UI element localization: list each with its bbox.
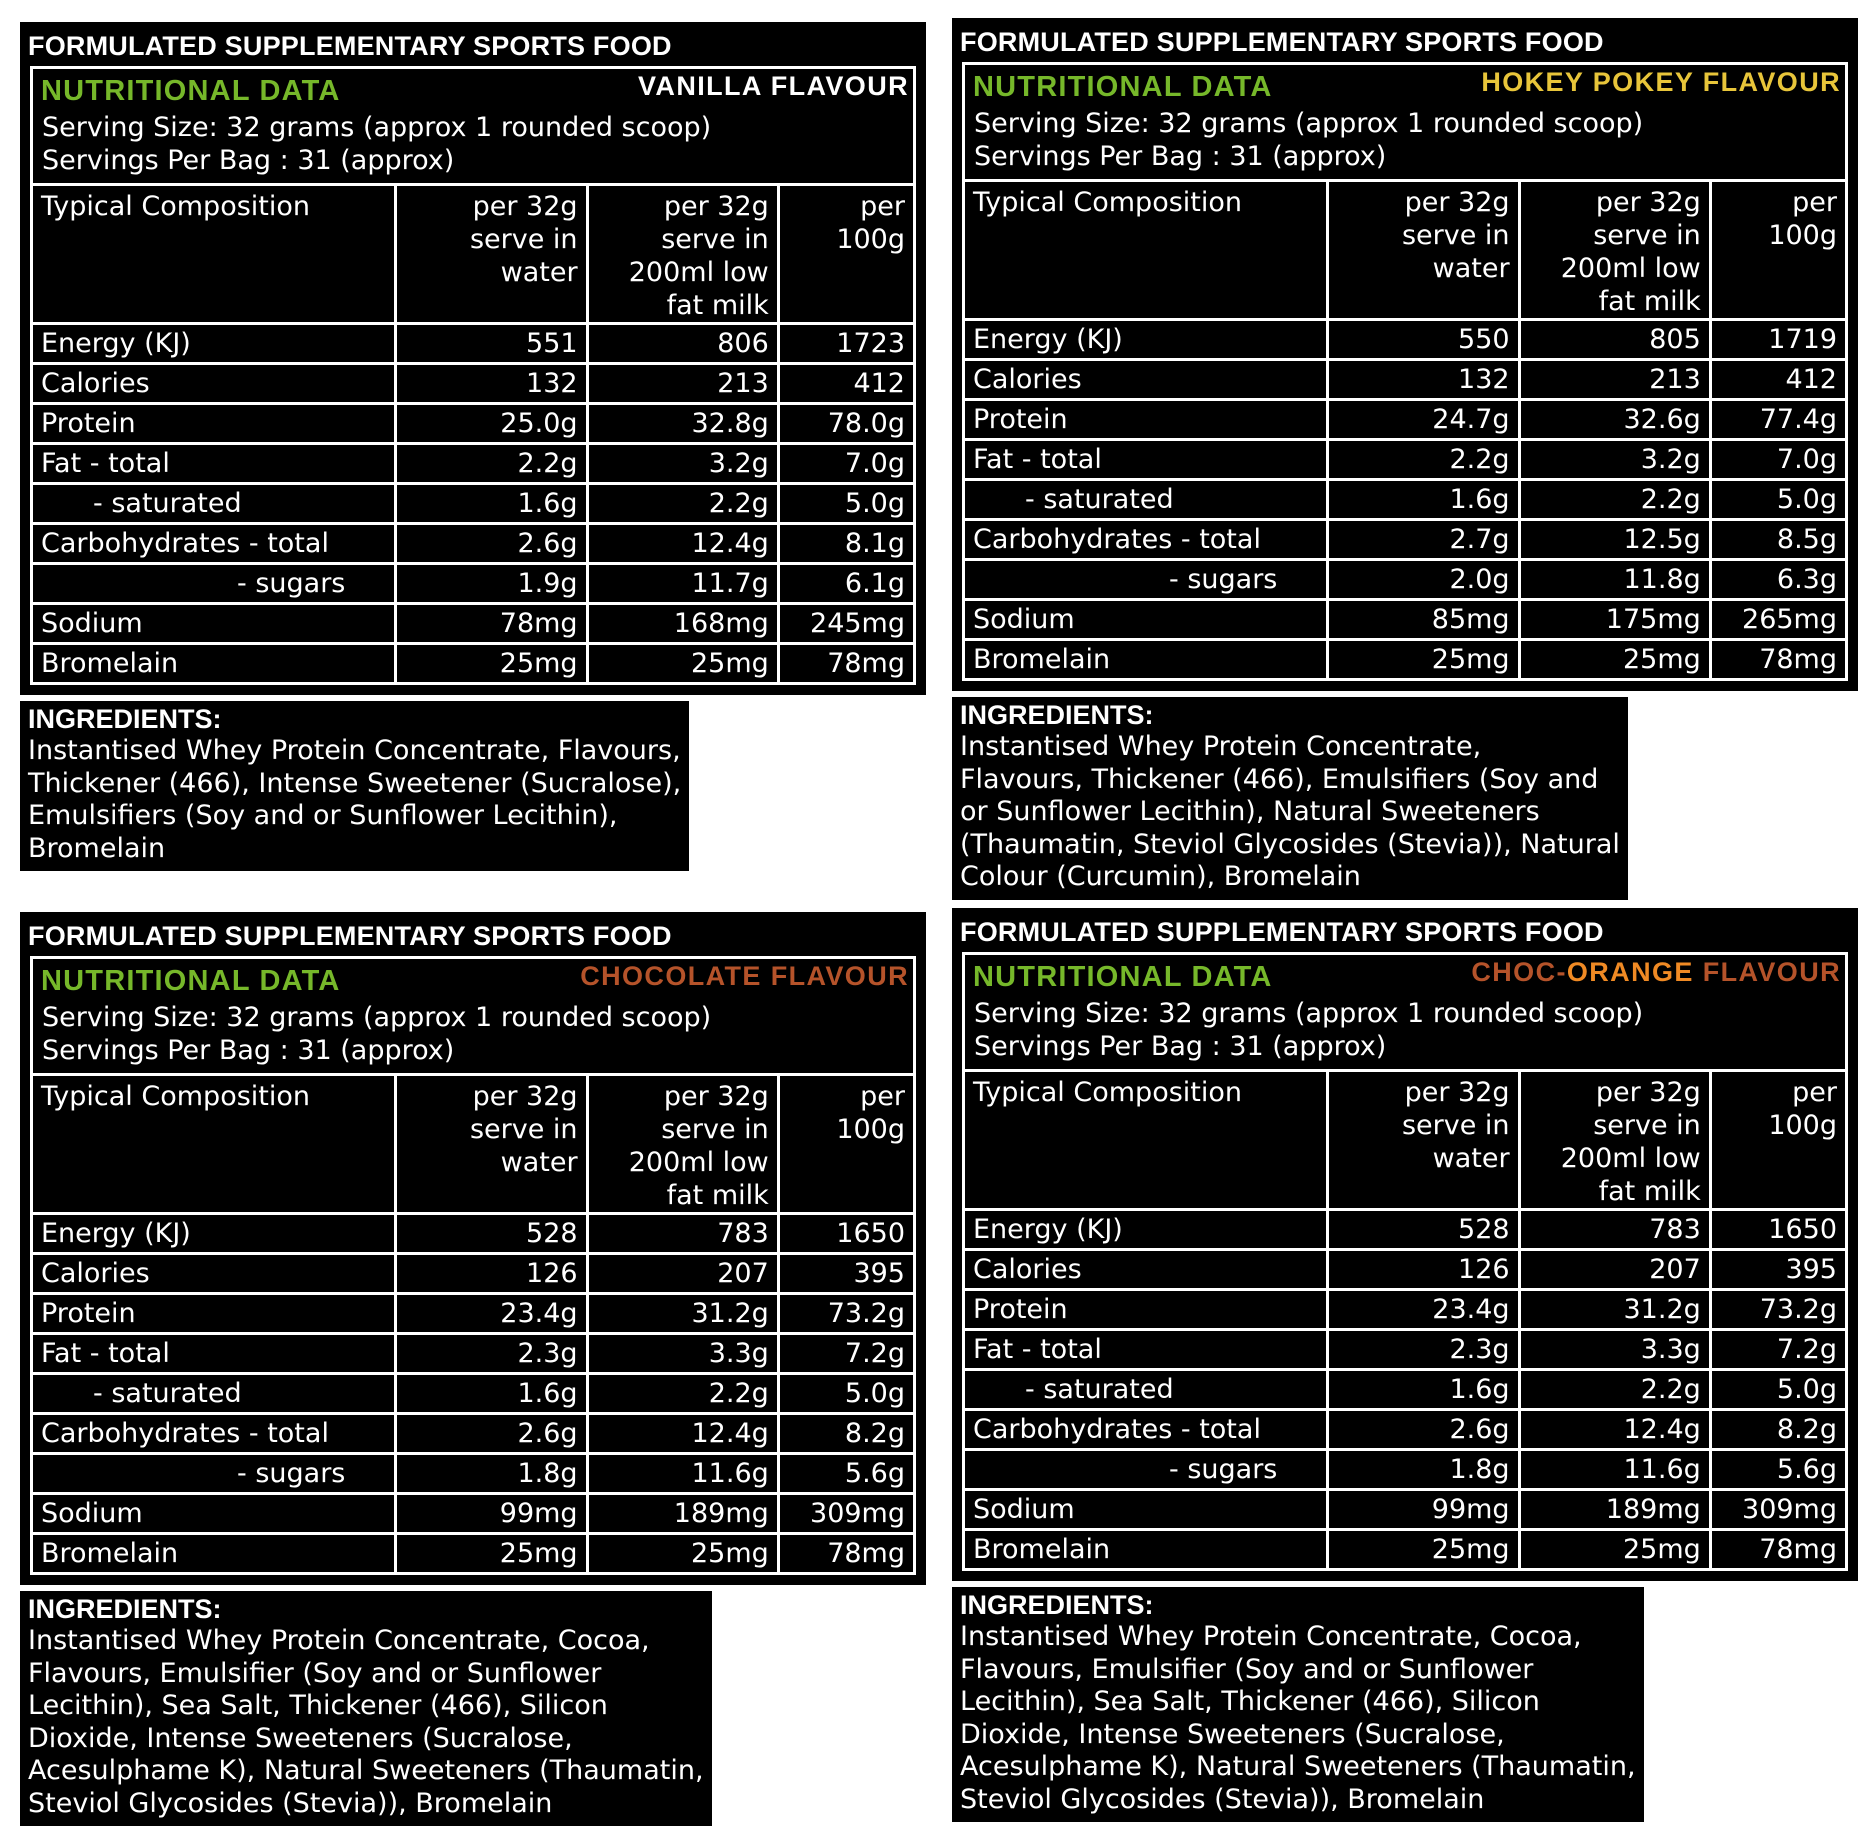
nutrient-value: 2.3g [396,1334,587,1374]
nutrient-value: 23.4g [1328,1290,1519,1330]
nutrient-value: 78mg [778,1534,913,1573]
nutrient-value: 3.3g [1519,1330,1710,1370]
nutrient-value: 7.2g [1710,1330,1845,1370]
nutrient-value: 2.0g [1328,560,1519,600]
serving-size: Serving Size: 32 grams (approx 1 rounded scoop) [974,998,1644,1029]
nutrient-value: 189mg [1519,1490,1710,1530]
nutrient-value: 11.7g [587,564,778,604]
table-row [33,1454,913,1494]
ingredients-line: Steviol Glycosides (Stevia)), Bromelain [28,1787,553,1819]
nutrient-value: 8.2g [778,1414,913,1454]
table-row [33,484,913,524]
nutritional-data-title: NUTRITIONAL DATA [41,75,341,107]
nutrient-label: Bromelain [33,1534,396,1573]
nutrient-value: 8.1g [778,524,913,564]
nutrient-value: 5.6g [1710,1450,1845,1490]
nutrient-label: Sodium [33,1494,396,1534]
table-header-row [33,186,913,324]
ingredients-line: Dioxide, Intense Sweeteners (Sucralose, [28,1722,573,1754]
nutrient-value: 31.2g [1519,1290,1710,1330]
table-row [965,1450,1845,1490]
table-row [965,1530,1845,1569]
nutrient-value: 2.7g [1328,520,1519,560]
nutrition-data-header [33,69,913,186]
column-header: per 32g serve in 200ml low fat milk [587,186,778,324]
nutrient-value: 2.6g [396,1414,587,1454]
nutrient-value: 309mg [778,1494,913,1534]
nutrient-label: Energy (KJ) [965,1210,1328,1250]
nutrient-label: Calories [33,1254,396,1294]
flavour-name-part: CHOC- [1471,957,1567,987]
nutrient-value: 1.6g [396,1374,587,1414]
nutrient-value: 78mg [778,644,913,683]
nutrient-value: 1.6g [1328,1370,1519,1410]
nutrient-value: 550 [1328,320,1519,360]
ingredients-line: Flavours, Emulsifier (Soy and or Sunflower [960,1653,1534,1685]
table-row [33,444,913,484]
nutrient-value: 11.8g [1519,560,1710,600]
table-row [965,560,1845,600]
servings-per-bag: Servings Per Bag : 31 (approx) [42,145,455,176]
nutrition-data-box [962,952,1848,1571]
nutrition-data-box [962,62,1848,681]
flavour-name-part: ORANGE [1566,957,1694,987]
ingredients-title: INGREDIENTS: [28,1594,222,1624]
column-header: per 100g [778,186,913,324]
ingredients-line: Acesulphame K), Natural Sweeteners (Thaumatin, [960,1751,1636,1782]
nutrient-value: 6.3g [1710,560,1845,600]
nutrient-value: 2.2g [587,484,778,524]
nutrient-label: Sodium [965,600,1328,640]
nutrient-value: 73.2g [1710,1290,1845,1330]
nutrient-value: 7.2g [778,1334,913,1374]
table-row [965,600,1845,640]
nutrient-label: Carbohydrates - total [33,1414,396,1454]
nutrient-label: Energy (KJ) [33,1214,396,1254]
nutrient-value: 783 [1519,1210,1710,1250]
nutrient-value: 12.4g [587,524,778,564]
servings-per-bag: Servings Per Bag : 31 (approx) [974,141,1387,172]
table-row [33,564,913,604]
column-header: per 100g [1710,1072,1845,1210]
nutrient-value: 78mg [1710,640,1845,679]
nutrient-value: 99mg [396,1494,587,1534]
nutrient-label: Energy (KJ) [965,320,1328,360]
nutrient-label: Bromelain [965,640,1328,679]
nutrient-value: 126 [396,1254,587,1294]
nutritional-data-title: NUTRITIONAL DATA [41,965,341,997]
table-row [33,1294,913,1334]
nutrient-value: 32.6g [1519,400,1710,440]
nutrient-value: 25mg [1519,640,1710,679]
product-category-title: FORMULATED SUPPLEMENTARY SPORTS FOOD [960,27,1604,57]
nutrient-value: 78mg [396,604,587,644]
nutrient-value: 2.6g [1328,1410,1519,1450]
nutrient-value: 25mg [587,644,778,683]
ingredients-line: (Thaumatin, Steviol Glycosides (Stevia)), Natural [960,828,1620,860]
nutrient-value: 11.6g [587,1454,778,1494]
nutrient-value: 551 [396,324,587,364]
nutrition-table [965,1072,1845,1568]
nutrition-data-box [30,956,916,1575]
nutrient-label: Carbohydrates - total [965,520,1328,560]
serving-size: Serving Size: 32 grams (approx 1 rounded scoop) [42,112,712,143]
nutrient-value: 5.0g [778,1374,913,1414]
table-header-row [965,1072,1845,1210]
nutrient-value: 2.6g [396,524,587,564]
ingredients-box [20,701,689,871]
nutrient-value: 6.1g [778,564,913,604]
nutrition-table [33,1076,913,1572]
nutrient-value: 3.3g [587,1334,778,1374]
nutrient-label: Protein [965,1290,1328,1330]
serving-size: Serving Size: 32 grams (approx 1 rounded scoop) [42,1002,712,1033]
table-row [33,644,913,683]
nutrient-label: Fat - total [965,440,1328,480]
ingredients-line: Lecithin), Sea Salt, Thickener (466), Silicon [28,1690,608,1721]
nutrient-value: 78mg [1710,1530,1845,1569]
nutrient-value: 25mg [1328,640,1519,679]
nutrient-label: Protein [965,400,1328,440]
nutrient-value: 77.4g [1710,400,1845,440]
nutrient-value: 2.2g [1328,440,1519,480]
nutrient-value: 309mg [1710,1490,1845,1530]
nutrient-value: 1650 [778,1214,913,1254]
column-header: Typical Composition [33,186,396,324]
flavour-name [1481,67,1841,98]
nutrient-label: Fat - total [965,1330,1328,1370]
nutrient-value: 24.7g [1328,400,1519,440]
nutrient-value: 213 [587,364,778,404]
nutrient-value: 5.0g [1710,480,1845,520]
column-header: per 32g serve in 200ml low fat milk [1519,182,1710,320]
table-header-row [965,182,1845,320]
ingredients-line: Instantised Whey Protein Concentrate, [960,731,1482,762]
nutrient-value: 806 [587,324,778,364]
ingredients-line: Dioxide, Intense Sweeteners (Sucralose, [960,1718,1505,1750]
nutrient-label: Calories [965,360,1328,400]
nutrition-table [33,186,913,682]
nutrient-label: Energy (KJ) [33,324,396,364]
nutrient-value: 23.4g [396,1294,587,1334]
nutrient-value: 213 [1519,360,1710,400]
nutrition-data-header [965,955,1845,1072]
nutrient-label: - saturated [33,484,396,524]
nutrition-data-header [965,65,1845,182]
column-header: Typical Composition [965,1072,1328,1210]
nutrient-value: 1.6g [396,484,587,524]
nutrient-label: Carbohydrates - total [965,1410,1328,1450]
nutrient-value: 25mg [396,1534,587,1573]
table-header-row [33,1076,913,1214]
table-row [33,1494,913,1534]
ingredients-box [952,1587,1644,1822]
table-row [965,440,1845,480]
nutrient-value: 99mg [1328,1490,1519,1530]
nutrient-value: 265mg [1710,600,1845,640]
nutrient-label: Sodium [965,1490,1328,1530]
table-row [33,1534,913,1573]
column-header: per 32g serve in water [396,1076,587,1214]
column-header: per 32g serve in water [1328,1072,1519,1210]
nutrition-panel-vanilla [20,22,926,871]
table-row [33,1334,913,1374]
nutrient-value: 12.5g [1519,520,1710,560]
ingredients-title: INGREDIENTS: [28,704,222,734]
nutrient-value: 3.2g [1519,440,1710,480]
serving-size: Serving Size: 32 grams (approx 1 rounded scoop) [974,108,1644,139]
table-row [965,1410,1845,1450]
nutrient-value: 412 [778,364,913,404]
ingredients-line: Emulsifiers (Soy and or Sunflower Lecithin), [28,800,618,831]
nutrient-value: 32.8g [587,404,778,444]
nutritional-data-title: NUTRITIONAL DATA [973,71,1273,103]
nutrient-value: 5.0g [1710,1370,1845,1410]
ingredients-line: Acesulphame K), Natural Sweeteners (Thaumatin, [28,1755,704,1786]
table-row [965,480,1845,520]
product-category-title: FORMULATED SUPPLEMENTARY SPORTS FOOD [28,31,672,61]
nutrient-value: 31.2g [587,1294,778,1334]
nutrient-value: 207 [1519,1250,1710,1290]
nutrient-value: 1.9g [396,564,587,604]
table-row [965,1330,1845,1370]
ingredients-line: Colour (Curcumin), Bromelain [960,861,1361,892]
nutrition-label [952,18,1858,691]
nutrient-value: 73.2g [778,1294,913,1334]
nutrient-value: 78.0g [778,404,913,444]
nutrient-label: - sugars [965,560,1328,600]
nutrient-value: 7.0g [778,444,913,484]
nutrient-value: 132 [396,364,587,404]
nutrient-value: 2.2g [587,1374,778,1414]
table-row [965,1370,1845,1410]
nutrition-data-box [30,66,916,685]
nutrient-label: Bromelain [965,1530,1328,1569]
nutrient-value: 1.8g [1328,1450,1519,1490]
table-row [965,520,1845,560]
nutrient-value: 12.4g [1519,1410,1710,1450]
table-row [965,400,1845,440]
product-category-title: FORMULATED SUPPLEMENTARY SPORTS FOOD [28,921,672,951]
ingredients-line: Instantised Whey Protein Concentrate, Cocoa, [28,1625,650,1656]
nutrition-panel-choc-orange [952,908,1858,1822]
table-row [33,324,913,364]
nutrition-label [20,912,926,1585]
table-row [965,1490,1845,1530]
nutrient-value: 207 [587,1254,778,1294]
ingredients-line: Flavours, Emulsifier (Soy and or Sunflower [28,1657,602,1689]
column-header: per 32g serve in 200ml low fat milk [1519,1072,1710,1210]
nutrient-label: Bromelain [33,644,396,683]
nutrient-value: 2.3g [1328,1330,1519,1370]
nutrient-label: - saturated [33,1374,396,1414]
table-row [33,364,913,404]
nutrient-value: 2.2g [396,444,587,484]
nutrient-value: 8.5g [1710,520,1845,560]
nutrient-value: 11.6g [1519,1450,1710,1490]
ingredients-line: Thickener (466), Intense Sweetener (Sucralose), [28,767,682,799]
nutrient-value: 412 [1710,360,1845,400]
servings-per-bag: Servings Per Bag : 31 (approx) [42,1035,455,1066]
flavour-name-part: FLAVOUR [1693,957,1841,987]
product-category-title: FORMULATED SUPPLEMENTARY SPORTS FOOD [960,917,1604,947]
nutrient-value: 1.8g [396,1454,587,1494]
column-header: per 32g serve in 200ml low fat milk [587,1076,778,1214]
nutrition-data-header [33,959,913,1076]
nutrient-value: 85mg [1328,600,1519,640]
flavour-name [580,961,909,992]
table-row [33,1414,913,1454]
flavour-name [1471,957,1841,988]
nutrient-value: 25mg [1519,1530,1710,1569]
nutrient-label: Carbohydrates - total [33,524,396,564]
nutrient-value: 805 [1519,320,1710,360]
column-header: per 32g serve in water [396,186,587,324]
nutrient-value: 395 [778,1254,913,1294]
nutrient-value: 783 [587,1214,778,1254]
table-row [965,320,1845,360]
table-row [965,360,1845,400]
table-row [33,404,913,444]
nutrient-value: 12.4g [587,1414,778,1454]
nutrient-value: 395 [1710,1250,1845,1290]
nutrient-value: 5.6g [778,1454,913,1494]
nutrient-label: Sodium [33,604,396,644]
nutritional-data-title: NUTRITIONAL DATA [973,961,1273,993]
nutrient-value: 8.2g [1710,1410,1845,1450]
nutrition-table [965,182,1845,678]
nutrient-value: 1723 [778,324,913,364]
nutrient-label: Calories [965,1250,1328,1290]
nutrient-value: 528 [1328,1210,1519,1250]
table-row [965,640,1845,679]
table-row [33,1214,913,1254]
nutrient-value: 245mg [778,604,913,644]
nutrient-label: Protein [33,404,396,444]
flavour-name-part: CHOCOLATE FLAVOUR [580,961,909,991]
ingredients-line: Lecithin), Sea Salt, Thickener (466), Silicon [960,1686,1540,1717]
nutrition-panel-hokey-pokey [952,18,1858,900]
ingredients-line: Steviol Glycosides (Stevia)), Bromelain [960,1783,1485,1815]
nutrient-label: Calories [33,364,396,404]
table-row [965,1250,1845,1290]
nutrient-value: 528 [396,1214,587,1254]
nutrient-label: Fat - total [33,444,396,484]
nutrient-value: 168mg [587,604,778,644]
nutrient-label: - saturated [965,1370,1328,1410]
nutrient-value: 132 [1328,360,1519,400]
nutrient-value: 189mg [587,1494,778,1534]
ingredients-box [20,1591,712,1826]
nutrient-value: 25mg [396,644,587,683]
flavour-name [638,71,909,102]
nutrition-panel-chocolate [20,912,926,1826]
nutrient-value: 7.0g [1710,440,1845,480]
nutrient-value: 25.0g [396,404,587,444]
column-header: per 100g [778,1076,913,1214]
nutrient-label: Fat - total [33,1334,396,1374]
column-header: per 32g serve in water [1328,182,1519,320]
table-row [33,524,913,564]
nutrient-value: 25mg [1328,1530,1519,1569]
table-row [33,604,913,644]
nutrient-value: 2.2g [1519,480,1710,520]
ingredients-line: Bromelain [28,832,166,864]
nutrient-value: 175mg [1519,600,1710,640]
ingredients-line: Instantised Whey Protein Concentrate, Flavours, [28,735,681,766]
column-header: Typical Composition [33,1076,396,1214]
ingredients-title: INGREDIENTS: [960,1590,1154,1620]
table-row [965,1210,1845,1250]
nutrient-value: 5.0g [778,484,913,524]
servings-per-bag: Servings Per Bag : 31 (approx) [974,1031,1387,1062]
nutrition-label [952,908,1858,1581]
nutrient-value: 25mg [587,1534,778,1573]
nutrient-value: 1650 [1710,1210,1845,1250]
nutrient-value: 2.2g [1519,1370,1710,1410]
nutrient-label: - saturated [965,480,1328,520]
ingredients-box [952,697,1628,900]
column-header: per 100g [1710,182,1845,320]
nutrient-label: - sugars [33,564,396,604]
flavour-name-part: HOKEY POKEY FLAVOUR [1481,67,1841,97]
nutrient-value: 1.6g [1328,480,1519,520]
ingredients-title: INGREDIENTS: [960,700,1154,730]
ingredients-line: Instantised Whey Protein Concentrate, Cocoa, [960,1621,1582,1652]
table-row [33,1374,913,1414]
nutrient-value: 1719 [1710,320,1845,360]
column-header: Typical Composition [965,182,1328,320]
ingredients-line: or Sunflower Lecithin), Natural Sweeteners [960,796,1540,827]
nutrition-label [20,22,926,695]
nutrient-label: Protein [33,1294,396,1334]
ingredients-line: Flavours, Thickener (466), Emulsifiers (Soy and [960,763,1599,795]
nutrient-label: - sugars [33,1454,396,1494]
nutrient-label: - sugars [965,1450,1328,1490]
nutrient-value: 3.2g [587,444,778,484]
flavour-name-part: VANILLA FLAVOUR [638,71,909,101]
table-row [33,1254,913,1294]
table-row [965,1290,1845,1330]
nutrient-value: 126 [1328,1250,1519,1290]
